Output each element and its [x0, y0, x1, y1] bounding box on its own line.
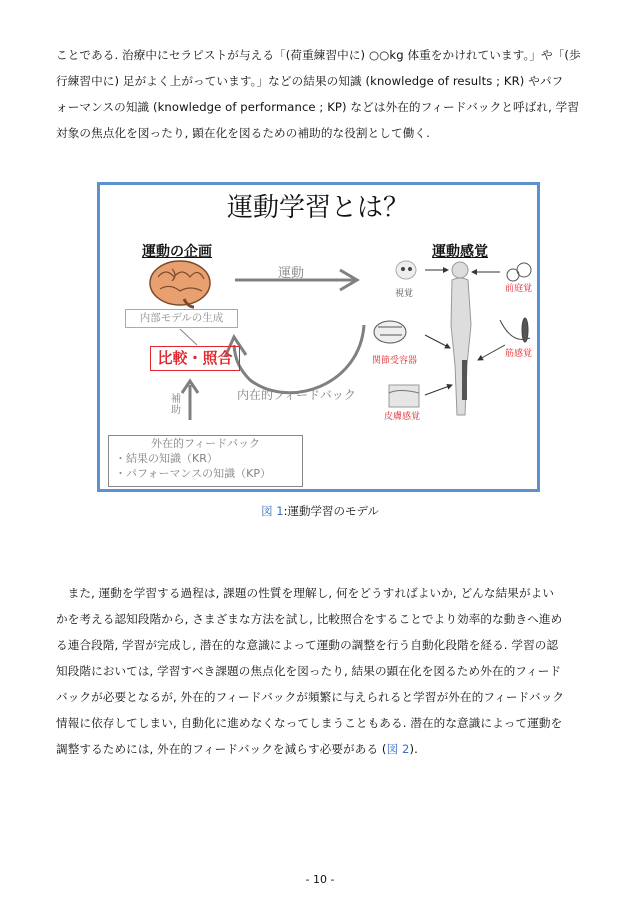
external-feedback-box [108, 435, 303, 487]
text-span: 調整するためには, 外在的フィードバックを減らす必要がある ( [56, 742, 387, 756]
text-line: また, 運動を学習する過程は, 課題の性質を理解し, 何をどうすればよいか, どんな結果がよい [56, 586, 555, 600]
text-line: 対象の焦点化を図ったり, 顕在化を図るための補助的な役割として働く. [56, 126, 430, 140]
figure-number: 図 1 [261, 504, 284, 518]
sensation-heading: 運動感覚 [432, 244, 488, 260]
internal-feedback-label: 内在的フィードバック [237, 388, 356, 402]
text-span: ). [409, 742, 418, 756]
link-line [180, 329, 197, 345]
internal-model-box: 内部モデルの生成 [125, 309, 238, 328]
figure-caption [0, 503, 640, 519]
motor-learning-figure [97, 182, 540, 492]
external-feedback-item: ・パフォーマンスの知識（KP） [115, 467, 271, 480]
inner-ear-icon [507, 263, 531, 281]
skin-block-icon [389, 385, 419, 407]
joint-receptor-label: 関節受容器 [372, 356, 418, 366]
eye-icon [396, 261, 416, 279]
knee-joint-icon [374, 321, 406, 343]
muscle-icon [500, 318, 530, 342]
text-line: 知段階においては, 学習すべき課題の焦点化を図ったり, 結果の顕在化を図るため外在的フィード [56, 664, 562, 678]
assist-arrow-icon [182, 381, 198, 420]
text-line [56, 741, 418, 757]
figure-title: 運動学習とは？ [227, 193, 410, 223]
compare-box: 比較・照合 [150, 346, 240, 371]
planning-heading: 運動の企画 [142, 244, 212, 260]
human-body-icon [451, 262, 471, 415]
muscle-sense-label: 筋感覚 [505, 349, 533, 359]
text-line: ォーマンスの知識 (knowledge of performance ; KP) などは外在的フィードバックと呼ばれ, 学習 [56, 100, 580, 114]
text-line: かを考える認知段階から, さまざまな方法を試し, 比較照合をすることでより効率的な動きへ進め [56, 612, 563, 626]
text-line: バックが必要となるが, 外在的フィードバックが頻繁に与えられると学習が外在的フィードバック [56, 690, 565, 704]
page-number: - 10 - [305, 873, 335, 886]
text-line: 情報に依存してしまい, 自動化に進めなくなってしまうこともある. 潜在的な意識によって運動を [56, 716, 563, 730]
skin-sense-label: 皮膚感覚 [384, 412, 421, 422]
figure-2-reference-link[interactable]: 図 2 [386, 742, 410, 756]
text-line: る連合段階, 学習が完成し, 潜在的な意識によって運動の調整を行う自動化段階を経る. 学習の認 [56, 638, 559, 652]
assist-label: 補助 [171, 394, 181, 416]
vision-label: 視覚 [395, 289, 414, 299]
text-line: 行練習中に) 足がよく上がっています。」などの結果の知識 (knowledge of results ; KR) やパフ [56, 74, 564, 88]
text-line: ことである. 治療中にセラピストが与える「(荷重練習中に) ○○kg 体重をかけれています。」や「(歩 [56, 48, 581, 62]
brain-icon [150, 261, 210, 307]
external-feedback-item: ・結果の知識（KR） [115, 452, 218, 465]
feedback-curve-arrow-icon [225, 325, 364, 393]
vestibular-label: 前庭覚 [505, 284, 533, 294]
caption-text: :運動学習のモデル [283, 504, 379, 518]
external-feedback-title: 外在的フィードバック [151, 437, 260, 450]
motion-label: 運動 [278, 266, 305, 281]
